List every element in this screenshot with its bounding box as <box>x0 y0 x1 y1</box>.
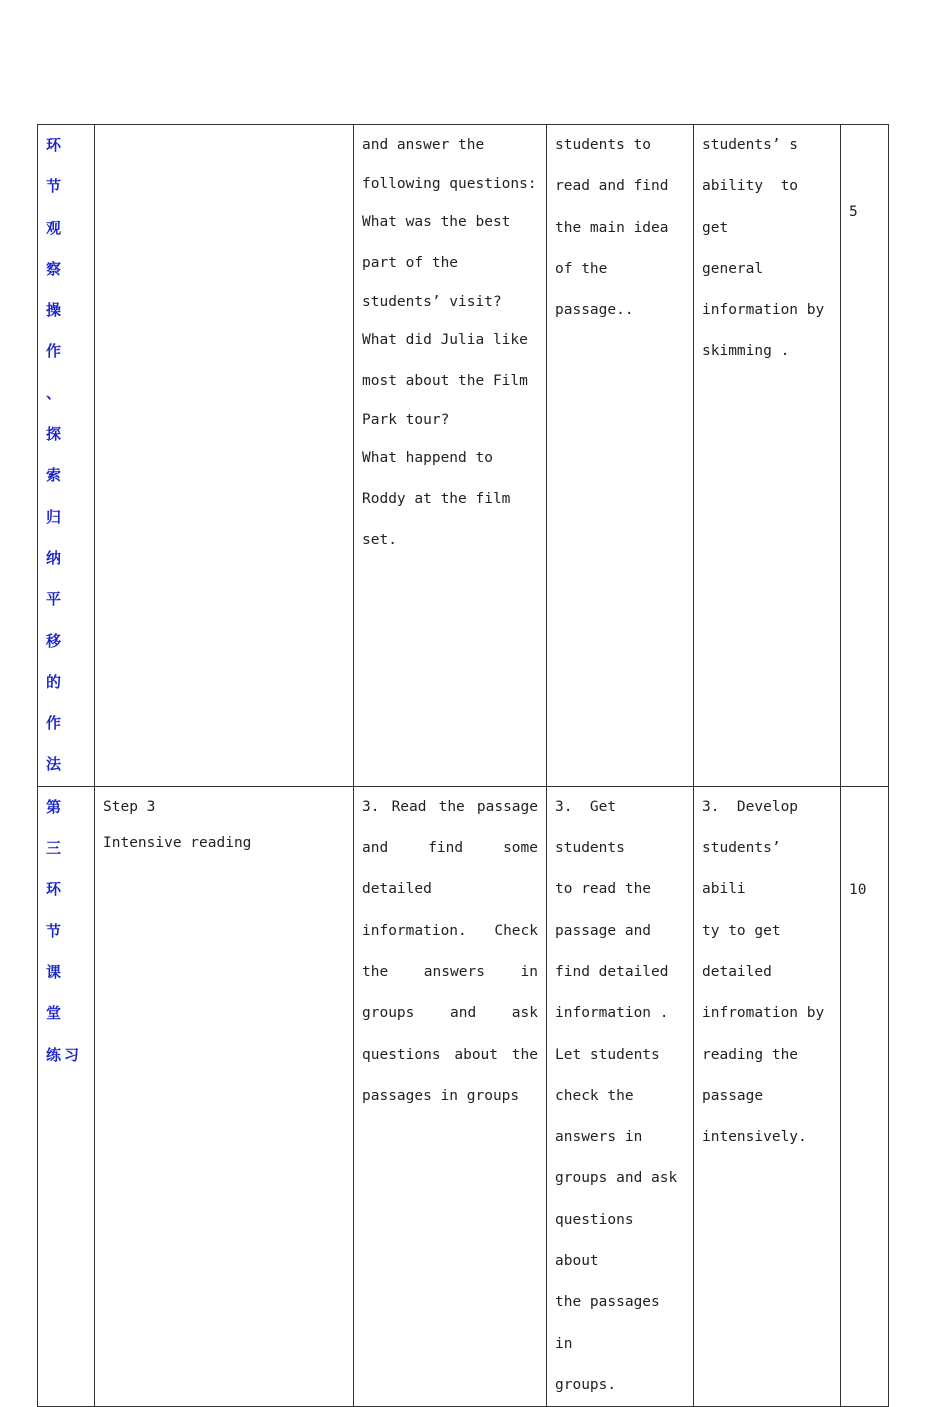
activity-line: Roddy at the film <box>362 491 511 507</box>
teacher-line: groups. <box>555 1376 617 1393</box>
purpose-line: general <box>702 260 764 277</box>
purpose-line: intensively. <box>702 1129 807 1146</box>
purpose-line: skimming . <box>702 343 790 360</box>
teacher-line: groups and ask <box>555 1170 678 1187</box>
teacher-line: Let students <box>555 1046 660 1063</box>
activity-line: and answer the <box>362 137 485 153</box>
purpose-line: 3. Develop <box>702 798 799 815</box>
stage-line: 作 、 <box>46 342 73 402</box>
stage-line: 课 堂 <box>46 962 73 1023</box>
stage-line: 操 <box>46 301 65 320</box>
stage-line: 练习 <box>46 1045 83 1064</box>
teacher-line: of the <box>555 260 608 277</box>
activity-cell <box>354 125 547 787</box>
teacher-line: answers in <box>555 1129 643 1146</box>
purpose-line: students’ abili <box>702 840 790 898</box>
teacher-line: find detailed <box>555 963 669 980</box>
stage-line: 法 <box>46 755 65 774</box>
activity-line: What did Julia like <box>362 332 528 348</box>
time-value: 10 <box>849 881 867 898</box>
step-cell <box>95 786 354 1406</box>
stage-line: 探 索 <box>46 425 73 485</box>
activity-line: What happend to <box>362 450 493 466</box>
purpose-line: detailed <box>702 963 772 980</box>
purpose-line: infromation by <box>702 1005 825 1022</box>
purpose-line: information by <box>702 302 825 319</box>
teacher-activity-cell <box>547 786 694 1406</box>
table-row <box>38 786 889 1406</box>
teacher-line: information . <box>555 1005 669 1022</box>
step-title: Intensive reading <box>103 834 252 851</box>
teacher-activity-cell <box>547 125 694 787</box>
stage-line: 平 移 <box>46 590 73 650</box>
activity-text: 3. Read the passage and find some detailed information. Check the answers in groups and ask questions about the passages in groups <box>362 798 538 1104</box>
teacher-line: check the <box>555 1087 634 1104</box>
purpose-line: reading the <box>702 1046 799 1063</box>
teacher-line: the passages in <box>555 1294 669 1352</box>
activity-line: What was the best <box>362 214 511 230</box>
stage-line: 环 节 <box>46 136 73 196</box>
teacher-line: questions about <box>555 1211 643 1270</box>
activity-line: part of the <box>362 255 459 271</box>
teacher-line: to read the <box>555 881 652 898</box>
time-value: 5 <box>849 204 858 220</box>
purpose-line: ty to get <box>702 922 781 939</box>
teacher-line: students to <box>555 137 652 153</box>
stage-line: 观 察 <box>46 218 73 278</box>
table-row <box>38 125 889 787</box>
teacher-line: read and find <box>555 178 669 195</box>
purpose-cell <box>694 786 841 1406</box>
teacher-line: passage.. <box>555 302 634 319</box>
teacher-line: the main idea <box>555 219 669 236</box>
step-label: Step 3 <box>103 798 156 815</box>
lesson-plan-table <box>37 124 889 1407</box>
stage-line: 的 作 <box>46 672 73 733</box>
stage-line: 环 节 <box>46 880 73 940</box>
stage-cell <box>38 786 95 1406</box>
time-cell <box>841 786 889 1406</box>
activity-line: most about the Film <box>362 373 528 389</box>
stage-line: 归 纳 <box>46 507 73 567</box>
activity-line: following questions: <box>362 176 537 192</box>
activity-line: students’ visit? <box>362 294 502 310</box>
stage-cell <box>38 125 95 787</box>
purpose-line: ability to get <box>702 178 807 236</box>
teacher-line: passage and <box>555 922 652 939</box>
time-cell <box>841 125 889 787</box>
activity-line: Park tour? <box>362 412 450 428</box>
purpose-line: passage <box>702 1087 764 1104</box>
activity-cell <box>354 786 547 1406</box>
activity-line: set. <box>362 532 397 548</box>
purpose-line: students’ s <box>702 137 799 153</box>
stage-line: 第 三 <box>46 797 73 858</box>
purpose-cell <box>694 125 841 787</box>
teacher-line: 3. Get students <box>555 798 625 857</box>
step-cell <box>95 125 354 787</box>
